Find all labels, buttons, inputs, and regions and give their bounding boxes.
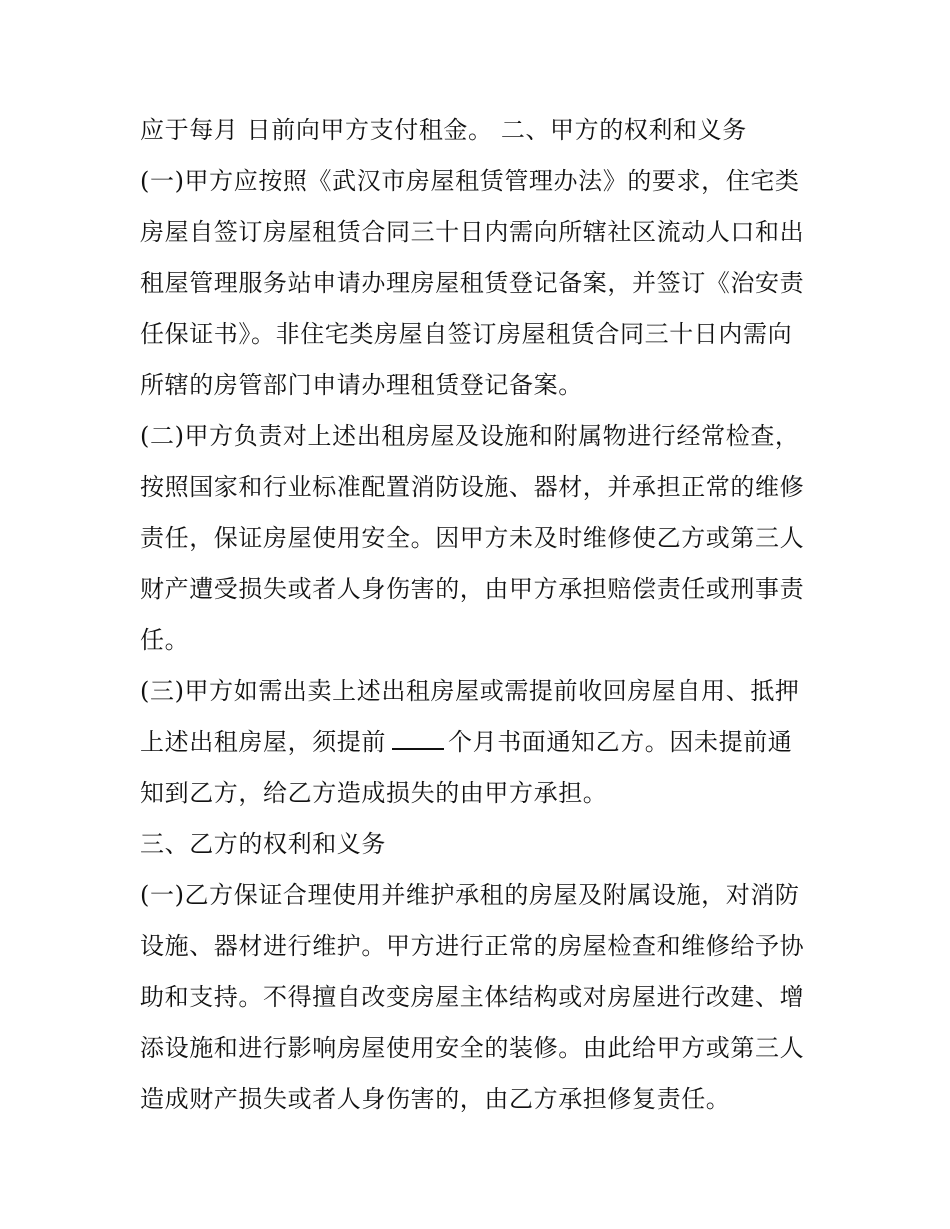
text-segment: 个月书面通知乙方。因未提前通 <box>448 728 793 756</box>
section-heading: 三、乙方的权利和义务 <box>140 830 386 858</box>
text-line-with-blank <box>140 722 820 773</box>
text-line: 造成财产损失或者人身伤害的，由乙方承担修复责任。 <box>140 1085 731 1113</box>
fill-in-blank <box>392 724 444 750</box>
text-line: 房屋自签订房屋租赁合同三十日内需向所辖社区流动人口和出 <box>140 218 805 246</box>
text-line: 所辖的房管部门申请办理租赁登记备案。 <box>140 371 583 399</box>
text-line: (三)甲方如需出卖上述出租房屋或需提前收回房屋自用、抵押 <box>140 677 800 705</box>
text-line: 设施、器材进行维护。甲方进行正常的房屋检查和维修给予协 <box>140 932 805 960</box>
text-line: 按照国家和行业标准配置消防设施、器材，并承担正常的维修 <box>140 473 805 501</box>
text-line: 租屋管理服务站申请办理房屋租赁登记备案，并签订《治安责 <box>140 269 805 297</box>
contract-text <box>140 110 820 1130</box>
text-line: 任。 <box>140 626 190 654</box>
text-line: (一)乙方保证合理使用并维护承租的房屋及附属设施，对消防 <box>140 881 800 909</box>
text-line: 责任，保证房屋使用安全。因甲方未及时维修使乙方或第三人 <box>140 524 805 552</box>
text-line: 添设施和进行影响房屋使用安全的装修。由此给甲方或第三人 <box>140 1034 805 1062</box>
text-line: 知到乙方，给乙方造成损失的由甲方承担。 <box>140 779 608 807</box>
text-line: 财产遭受损失或者人身伤害的，由甲方承担赔偿责任或刑事责 <box>140 575 805 603</box>
text-line: 应于每月 日前向甲方支付租金。 二、甲方的权利和义务 <box>140 116 747 144</box>
text-segment: 上述出租房屋，须提前 <box>140 728 386 756</box>
text-line: 助和支持。不得擅自改变房屋主体结构或对房屋进行改建、增 <box>140 983 805 1011</box>
text-line: (二)甲方负责对上述出租房屋及设施和附属物进行经常检查， <box>140 422 800 450</box>
text-line: 任保证书》。非住宅类房屋自签订房屋租赁合同三十日内需向 <box>140 320 793 348</box>
text-line: (一)甲方应按照《武汉市房屋租赁管理办法》的要求，住宅类 <box>140 167 800 195</box>
